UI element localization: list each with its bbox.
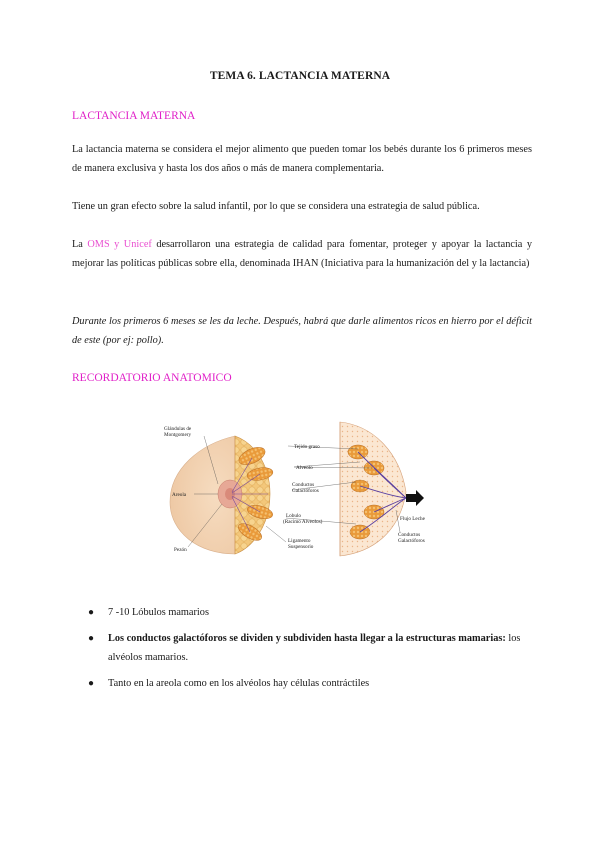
label-conductos-2: Conductos — [398, 532, 421, 538]
paragraph-2: Tiene un gran efecto sobre la salud infantil, por lo que se considera una estrategia de salud pública. — [72, 201, 480, 212]
label-tejido-graso: Tejido graso — [294, 444, 320, 450]
breast-anatomy-figure — [160, 414, 440, 564]
label-conductos: Conductos — [292, 482, 315, 488]
bullet-icon: ● — [88, 607, 95, 618]
paragraph-3-rest: desarrollaron una estrategia de calidad para fomentar, proteger y apoyar la lactancia y mejorar las políticas públicas sobre ella, denominada IHAN (Iniciativa para la humanización del y la lactancia) — [72, 239, 532, 269]
bullet-icon: ● — [88, 633, 95, 644]
list-item — [82, 603, 522, 622]
label-galactoforos-2: Galactóforos — [398, 538, 425, 544]
section-heading-lactancia: LACTANCIA MATERNA — [72, 110, 196, 122]
bullet-list — [82, 603, 522, 700]
label-galactoforos: Galactóforos — [292, 488, 319, 494]
list-item — [82, 629, 522, 667]
page-title: TEMA 6. LACTANCIA MATERNA — [209, 70, 391, 82]
label-racimo: (Racimo Alveolos) — [283, 519, 323, 525]
bullet-text-1: 7 -10 Lóbulos mamarios — [108, 607, 209, 618]
label-glandulas: Glándulas de — [164, 426, 192, 432]
org-names: OMS y Unicef — [87, 239, 152, 250]
bullet-icon: ● — [88, 678, 95, 689]
list-item — [82, 674, 522, 693]
paragraph-3-prefix: La — [72, 239, 88, 250]
bullet-text-3: Tanto en la areola como en los alvéolos hay células contráctiles — [108, 678, 370, 689]
label-pezon: Pezón — [174, 547, 187, 553]
label-flujo-leche: Flujo Leche — [400, 516, 425, 522]
label-suspensorio: Suspensorio — [288, 544, 314, 550]
label-montgomery: Montgomery — [164, 432, 192, 438]
paragraph-3 — [72, 235, 532, 273]
paragraph-1: La lactancia materna se considera el mejor alimento que pueden tomar los bebés durante los 6 primeros meses de manera exclusiva y hasta los dos años o más de manera complementaria. — [72, 144, 532, 174]
label-ligamento: Ligamento — [288, 538, 311, 544]
bullet-text-2-bold: Los conductos galactóforos se dividen y subdividen hasta llegar a la estructuras mamarias: — [108, 633, 506, 644]
label-lobulo: Lobulo — [286, 513, 301, 519]
bullet-text-2-rest: los alvéolos mamarios. — [108, 633, 521, 663]
label-areola: Areola — [172, 492, 187, 498]
paragraph-4: Durante los primeros 6 meses se les da leche. Después, habrá que darle alimentos ricos en hierro por el déficit de este (por ej: pollo). — [72, 316, 532, 346]
section-heading-recordatorio: RECORDATORIO ANATOMICO — [72, 372, 232, 384]
label-alveolo: Alveolo — [296, 465, 313, 471]
